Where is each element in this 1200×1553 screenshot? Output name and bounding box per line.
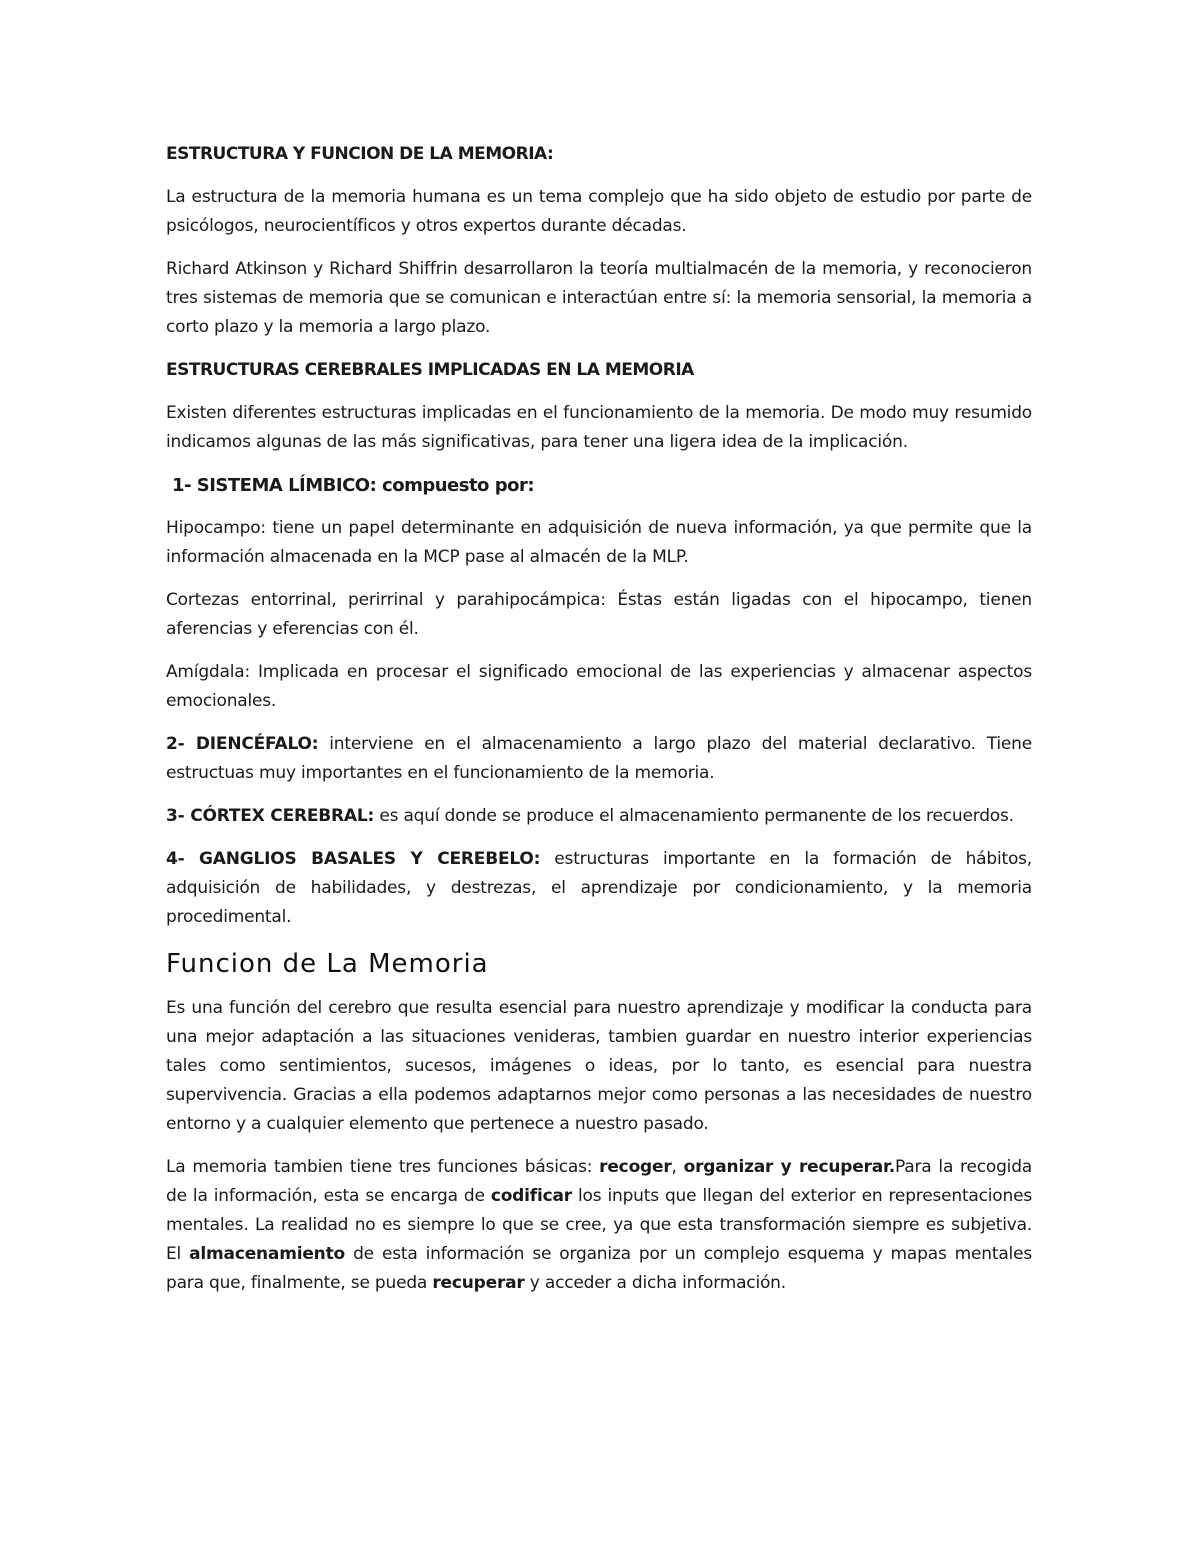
term-recuperar-2: recuperar [432, 1273, 525, 1293]
paragraph-diencefalo [166, 730, 1032, 788]
term-almacenamiento: almacenamiento [189, 1244, 345, 1264]
paragraph-intro: La estructura de la memoria humana es un tema complejo que ha sido objeto de estudio por parte de psicólogos, neurocientíficos y otros expertos durante décadas. [166, 187, 1032, 236]
text-fragment: los inputs que llegan del exterior en representaciones mentales. La realidad no es siempre lo que se cree, ya que esta transformación siempre es subjetiva. El [166, 1186, 1032, 1264]
text-fragment: y [773, 1157, 799, 1177]
paragraph-cortezas: Cortezas entorrinal, perirrinal y parahipocámpica: Éstas están ligadas con el hipocampo, tienen aferencias y eferencias con él. [166, 590, 1032, 639]
label-ganglios: 4- GANGLIOS BASALES Y CEREBELO: [166, 849, 541, 869]
section-heading-limbico: 1- SISTEMA LÍMBICO: compuesto por: [172, 475, 535, 496]
label-diencefalo: 2- DIENCÉFALO: [166, 734, 319, 754]
text-cortex: es aquí donde se produce el almacenamiento permanente de los recuerdos. [374, 806, 1014, 826]
text-fragment: , [671, 1157, 684, 1177]
section-heading-funcion: Funcion de La Memoria [166, 949, 489, 979]
paragraph-amigdala: Amígdala: Implicada en procesar el significado emocional de las experiencias y almacenar aspectos emocionales. [166, 662, 1032, 711]
text-fragment: y acceder a dicha información. [524, 1273, 786, 1293]
paragraph-hipocampo: Hipocampo: tiene un papel determinante en adquisición de nueva información, ya que permite que la información almacenada en la MCP pase al almacén de la MLP. [166, 518, 1032, 567]
paragraph-atkinson-shiffrin: Richard Atkinson y Richard Shiffrin desarrollaron la teoría multialmacén de la memoria, y reconocieron tres sistemas de memoria que se comunican e interactúan entre sí: la memoria sensorial, la memoria a corto plazo y la memoria a largo plazo. [166, 259, 1032, 337]
paragraph-funciones-basicas [166, 1153, 1032, 1298]
term-recoger: recoger [599, 1157, 672, 1177]
text-fragment: de esta información se organiza por un complejo esquema y mapas mentales para que, finalmente, se pueda [166, 1244, 1032, 1293]
paragraph-funcion: Es una función del cerebro que resulta esencial para nuestro aprendizaje y modificar la conducta para una mejor adaptación a las situaciones venideras, tambien guardar en nuestro interior experiencias tales como sentimientos, sucesos, imágenes o ideas, por lo tanto, es esencial para nuestra supervivencia. Gracias a ella podemos adaptarnos mejor como personas a las necesidades de nuestro entorno y a cualquier elemento que pertenece a nuestro pasado. [166, 998, 1032, 1134]
paragraph-ganglios [166, 845, 1032, 932]
document-body [166, 140, 1032, 1312]
text-ganglios: estructuras importante en la formación de hábitos, adquisición de habilidades, y destrezas, el aprendizaje por condicionamiento, y la memoria procedimental. [166, 849, 1033, 927]
term-recuperar: recuperar. [798, 1157, 896, 1177]
section-heading-estructuras: ESTRUCTURAS CEREBRALES IMPLICADAS EN LA MEMORIA [166, 360, 694, 380]
text-fragment: La memoria tambien tiene tres funciones básicas: [166, 1157, 600, 1177]
document-title: ESTRUCTURA Y FUNCION DE LA MEMORIA: [166, 144, 554, 164]
term-organizar: organizar [683, 1157, 774, 1177]
term-codificar: codificar [490, 1186, 572, 1206]
text-diencefalo: interviene en el almacenamiento a largo plazo del material declarativo. Tiene estructuas muy importantes en el funcionamiento de la memoria. [166, 734, 1032, 783]
paragraph-estructuras: Existen diferentes estructuras implicadas en el funcionamiento de la memoria. De modo muy resumido indicamos algunas de las más significativas, para tener una ligera idea de la implicación. [166, 403, 1032, 452]
text-fragment: Para la recogida de la información, esta se encarga de [166, 1157, 1033, 1206]
paragraph-cortex [166, 802, 1032, 831]
label-cortex: 3- CÓRTEX CEREBRAL: [166, 806, 375, 826]
